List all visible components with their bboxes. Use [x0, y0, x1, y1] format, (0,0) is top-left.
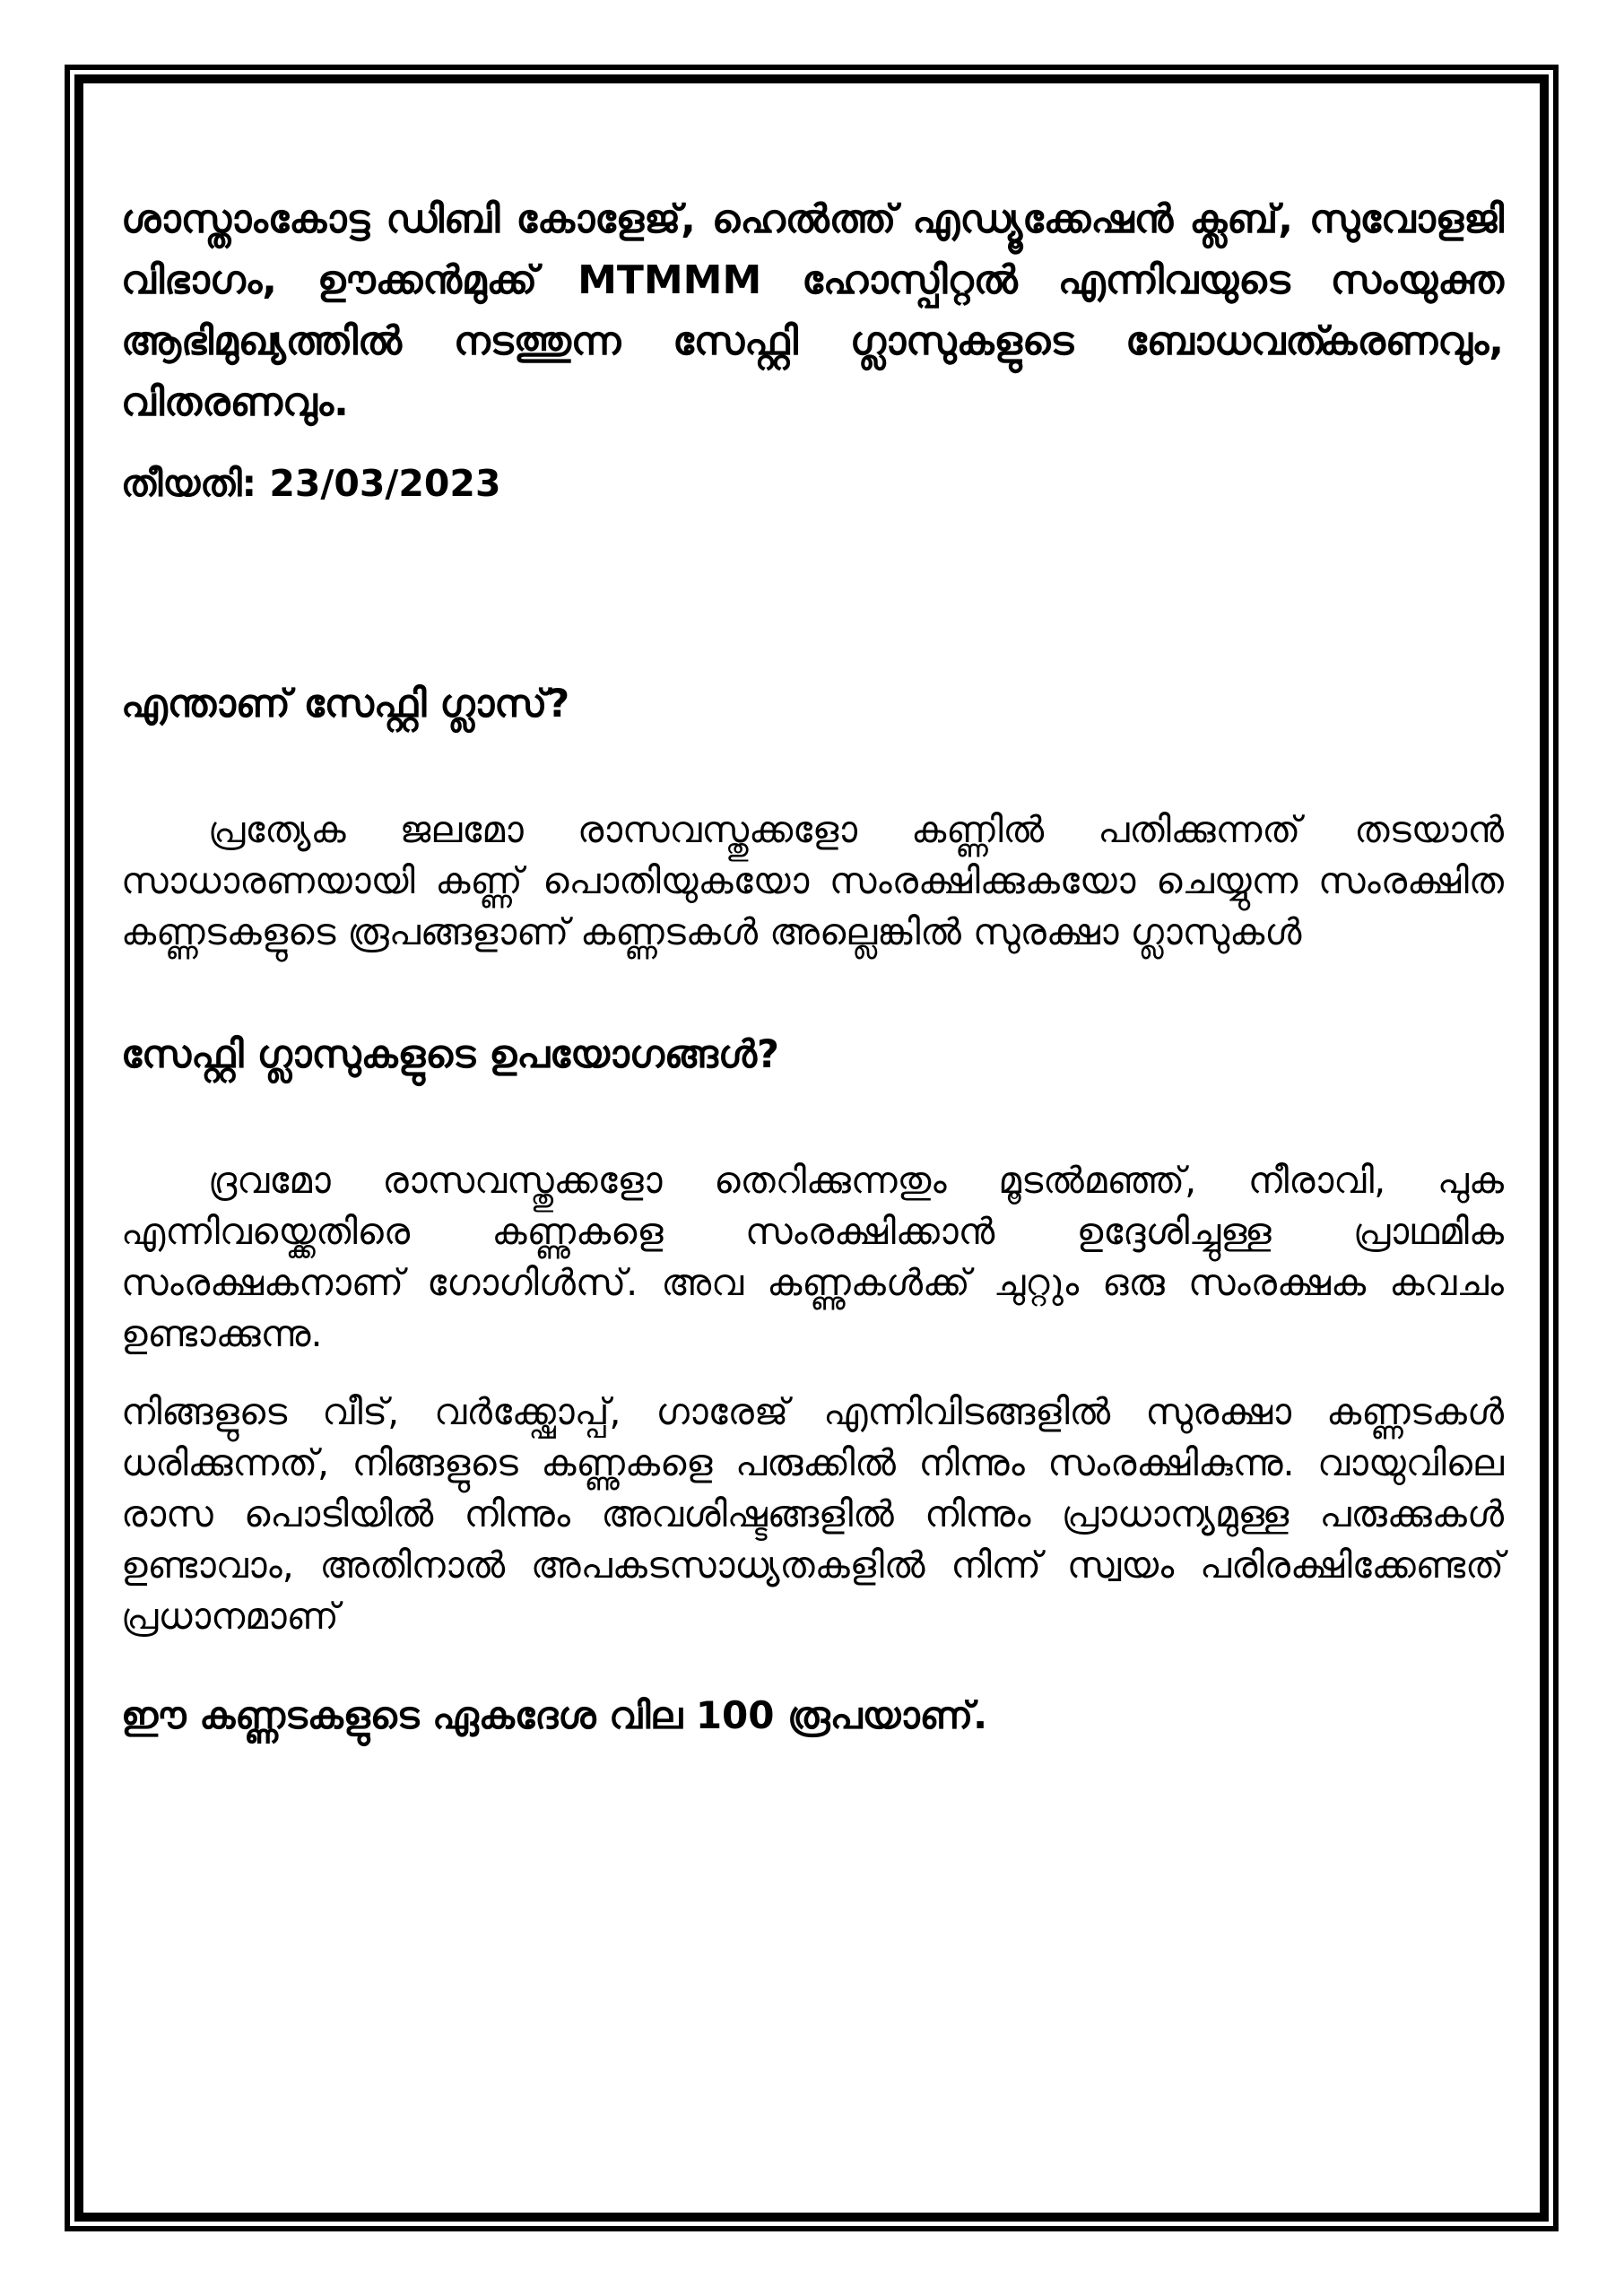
section-heading-uses: സേഫ്റ്റി ഗ്ലാസുകളുടെ ഉപയോഗങ്ങൾ? — [121, 1032, 779, 1077]
body-paragraph-goggles: ദ്രവമോ രാസവസ്തുക്കളോ തെറിക്കുന്നതും മൂടൽമഞ്ഞ്, നീരാവി, പുക എന്നിവയ്ക്കെതിരെ കണ്ണുകളെ സംരക്ഷിക്കാൻ ഉദ്ദേശിച്ചുള്ള പ്രാഥമിക സംരക്ഷകനാണ് ഗോഗിൾസ്. അവ കണ്ണുകൾക്ക് ചുറ്റും ഒരു സംരക്ഷക കവചം ഉണ്ടാക്കുന്നു. — [121, 1159, 1504, 1355]
document-title-paragraph: ശാസ്താംകോട്ട ഡിബി കോളേജ്, ഹെൽത്ത് എഡ്യൂക്കേഷൻ ക്ലബ്, സുവോളജി വിഭാഗം, ഊക്കൻമുക്ക് MTMMM ഹോസ്പിറ്റൽ എന്നിവയുടെ സംയുക്ത ആഭിമുഖ്യത്തിൽ നടത്തുന്ന സേഫ്റ്റി ഗ്ലാസുകളുടെ ബോധവത്കരണവും, വിതരണവും. — [121, 196, 1504, 425]
body-paragraph-protection: നിങ്ങളുടെ വീട്, വർക്ക്ഷോപ്പ്, ഗാരേജ് എന്നിവിടങ്ങളിൽ സുരക്ഷാ കണ്ണടകൾ ധരിക്കുന്നത്, നിങ്ങളുടെ കണ്ണുകളെ പരുക്കിൽ നിന്നും സംരക്ഷികുന്നു. വായുവിലെ രാസ പൊടിയിൽ നിന്നും അവശിഷ്ടങ്ങളിൽ നിന്നും പ്രാധാന്യമുള്ള പരുക്കുകൾ ഉണ്ടാവാം, അതിനാൽ അപകടസാധ്യതകളിൽ നിന്ന് സ്വയം പരിരക്ഷിക്കേണ്ടത് പ്രധാനമാണ് — [121, 1390, 1504, 1638]
body-paragraph-definition: പ്രത്യേക ജലമോ രാസവസ്തുക്കളോ കണ്ണിൽ പതിക്കുന്നത് തടയാൻ സാധാരണയായി കണ്ണ് പൊതിയുകയോ സംരക്ഷിക്കുകയോ ചെയ്യുന്ന സംരക്ഷിത കണ്ണടകളുടെ രൂപങ്ങളാണ് കണ്ണടകൾ അല്ലെങ്കിൽ സുരക്ഷാ ഗ്ലാസുകൾ — [121, 808, 1504, 953]
page-content — [83, 83, 1540, 2213]
date-line: തീയതി: 23/03/2023 — [121, 462, 501, 505]
page-border-outer — [65, 65, 1559, 2231]
price-line: ഈ കണ്ണടകളുടെ ഏകദേശ വില 100 രൂപയാണ്. — [121, 1693, 988, 1737]
section-heading-what-is-safety-glass: എന്താണ് സേഫ്റ്റി ഗ്ലാസ്? — [121, 682, 570, 726]
page-border-inner — [74, 74, 1549, 2222]
